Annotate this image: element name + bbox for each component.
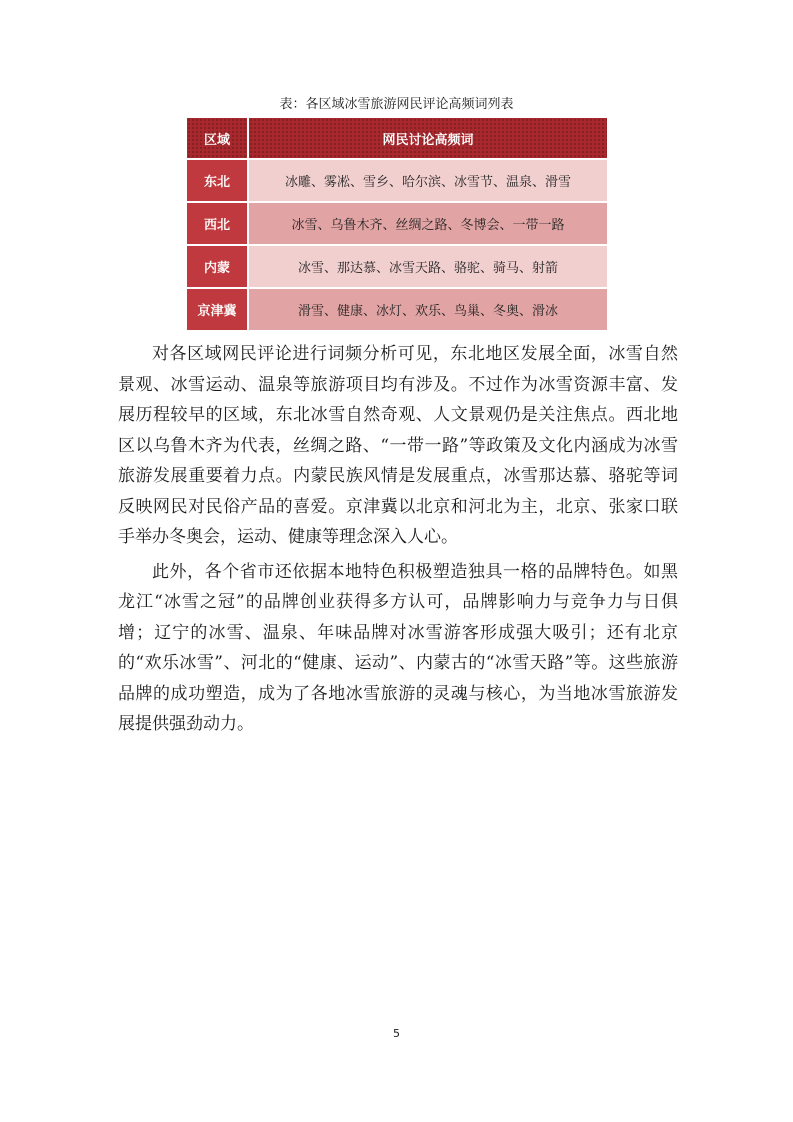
keyword-table — [187, 118, 607, 330]
paragraph: 对各区域网民评论进行词频分析可见，东北地区发展全面，冰雪自然景观、冰雪运动、温泉等旅游项目均有涉及。不过作为冰雪资源丰富、发展历程较早的区域，东北冰雪自然奇观、人文景观仍是关注焦点。西北地区以乌鲁木齐为代表，丝绸之路、“一带一路”等政策及文化内涵成为冰雪旅游发展重要着力点。内蒙民族风情是发展重点，冰雪那达慕、骆驼等词反映网民对民俗产品的喜爱。京津冀以北京和河北为主，北京、张家口联手举办冬奥会，运动、健康等理念深入人心。 — [118, 344, 678, 547]
region-cell: 京津冀 — [187, 288, 248, 330]
table-row — [187, 159, 607, 202]
region-cell: 内蒙 — [187, 245, 248, 288]
keywords-cell: 冰雪、那达慕、冰雪天路、骆驼、骑马、射箭 — [248, 245, 607, 288]
table-row — [187, 202, 607, 245]
keywords-cell: 滑雪、健康、冰灯、欢乐、鸟巢、冬奥、滑冰 — [248, 288, 607, 330]
table-row — [187, 245, 607, 288]
paragraph: 此外，各个省市还依据本地特色积极塑造独具一格的品牌特色。如黑龙江“冰雪之冠”的品牌创业获得多方认可，品牌影响力与竞争力与日俱增；辽宁的冰雪、温泉、年味品牌对冰雪游客形成强大吸引；还有北京的“欢乐冰雪”、河北的“健康、运动”、内蒙古的“冰雪天路”等。这些旅游品牌的成功塑造，成为了各地冰雪旅游的灵魂与核心，为当地冰雪旅游发展提供强劲动力。 — [118, 561, 678, 734]
body-text — [118, 339, 678, 744]
region-cell: 东北 — [187, 159, 248, 202]
table-row — [187, 288, 607, 330]
header-region: 区域 — [187, 118, 248, 159]
region-cell: 西北 — [187, 202, 248, 245]
header-keywords: 网民讨论高频词 — [248, 118, 607, 159]
page-number: 5 — [393, 1027, 400, 1040]
table-caption: 表：各区域冰雪旅游网民评论高频词列表 — [279, 97, 514, 112]
keywords-cell: 冰雕、雾凇、雪乡、哈尔滨、冰雪节、温泉、滑雪 — [248, 159, 607, 202]
keywords-cell: 冰雪、乌鲁木齐、丝绸之路、冬博会、一带一路 — [248, 202, 607, 245]
table-header-row — [187, 118, 607, 159]
